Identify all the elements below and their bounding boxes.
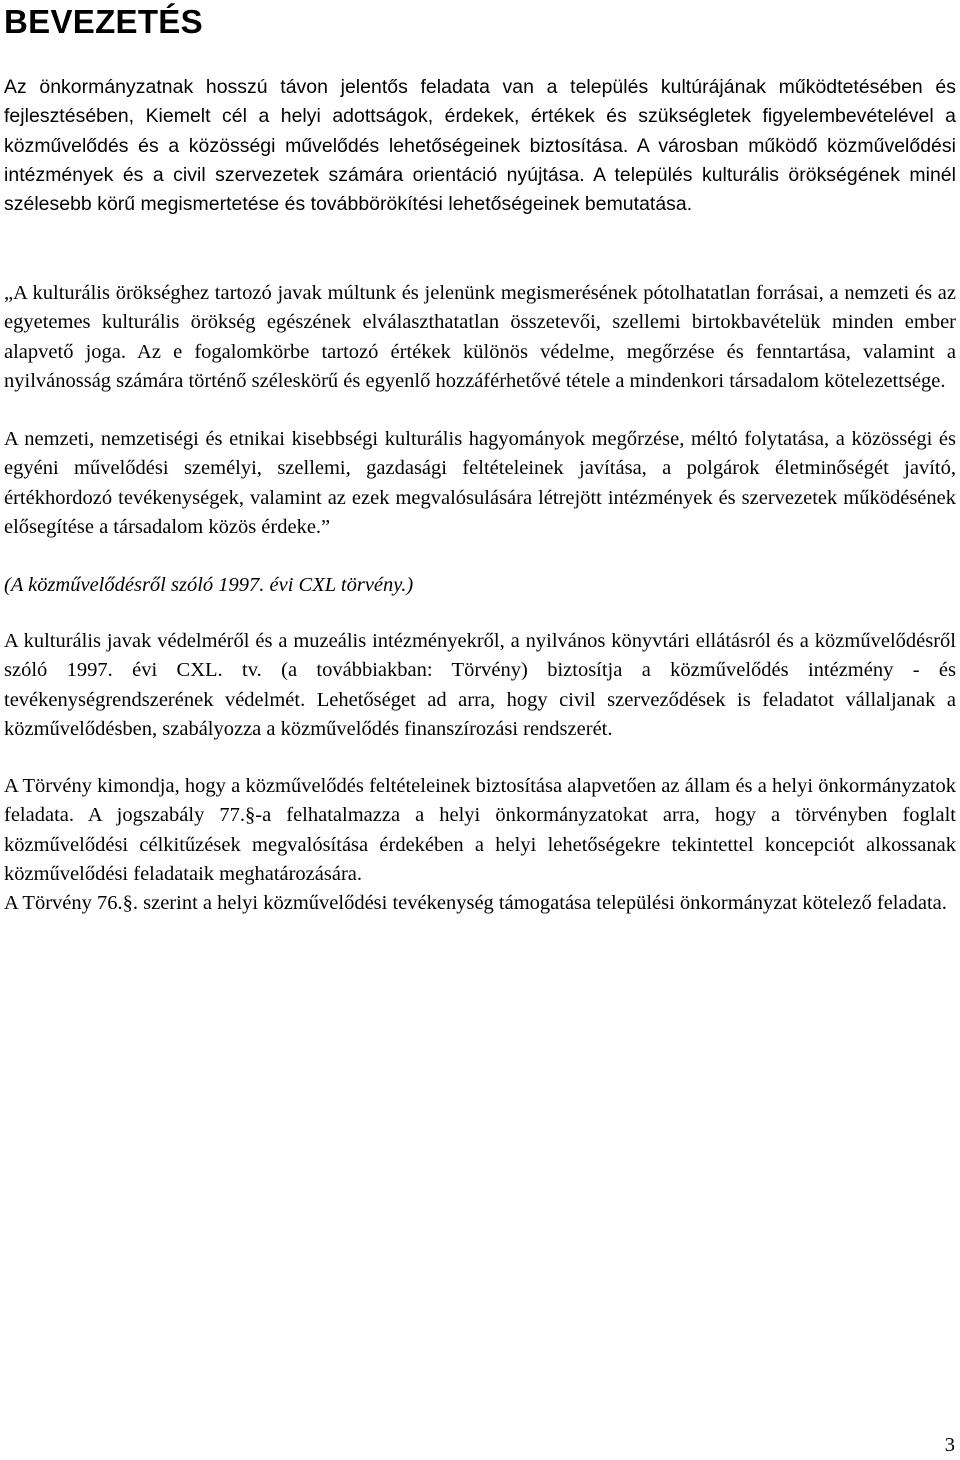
law-paragraph-1: A kulturális javak védelméről és a muzeális intézményekről, a nyilvános könyvtári ellátásról és a közművelődésről szóló 1997. évi CXL. tv. (a továbbiakban: Törvény) biztosítja a közművelődés intézmény - és tevékenységrendszerének védelmét. Lehetőséget ad arra, hogy civil szerveződések is feladatot vállaljanak a közművelődésben, szabályozza a közművelődés finanszírozási rendszerét.: [4, 630, 956, 740]
intro-paragraph: Az önkormányzatnak hosszú távon jelentős feladata van a település kultúrájának működtetésében és fejlesztésében, Kiemelt cél a helyi adottságok, érdekek, értékek és szükségletek figyelembevételével a közművelődés és a közösségi művelődés lehetőségeinek biztosítása. A városban működő közművelődési intézmények és a civil szervezetek számára orientáció nyújtása. A település kulturális örökségének minél szélesebb körű megismertetése és továbbörökítési lehetőségeinek bemutatása.: [4, 76, 956, 216]
page-number: 3: [944, 1434, 955, 1456]
law-paragraph-2: A Törvény kimondja, hogy a közművelődés feltételeinek biztosítása alapvetően az állam és a helyi önkormányzatok feladata. A jogszabály 77.§-a felhatalmazza a helyi önkormányzatokat arra, hogy a törvényben foglalt közművelődési célkitűzések megvalósítása érdekében a helyi lehetőségekre tekintettel koncepciót alkossanak közművelődési feladataik meghatározására.: [4, 775, 956, 885]
quote-paragraph-1: „A kulturális örökséghez tartozó javak múltunk és jelenünk megismerésének pótolhatatlan forrásai, a nemzeti és az egyetemes kulturális örökség egészének elválaszthatatlan összetevői, szellemi birtokbavételük minden ember alapvető joga. Az e fogalomkörbe tartozó értékek különös védelme, megőrzése és fenntartása, valamint a nyilvánosság számára történő széleskörű és egyenlő hozzáférhetővé tétele a mindenkori társadalom kötelezettsége.: [4, 282, 956, 392]
page-title: BEVEZETÉS: [4, 3, 203, 40]
law-citation: [4, 571, 956, 600]
law-citation-text: (A közművelődésről szóló 1997. évi CXL törvény.): [4, 574, 414, 596]
law-paragraph-3: A Törvény 76.§. szerint a helyi közművelődési tevékenység támogatása települési önkormányzat kötelező feladata.: [4, 892, 947, 914]
quote-paragraph-2: A nemzeti, nemzetiségi és etnikai kisebbségi kulturális hagyományok megőrzése, méltó folytatása, a közösségi és egyéni művelődési személyi, szellemi, gazdasági feltételeinek javítása, a polgárok életminőségét javító, értékhordozó tevékenységek, valamint az ezek megvalósulására létrejött intézmények és szervezetek működésének elősegítése a társadalom közös érdeke.”: [4, 428, 956, 538]
